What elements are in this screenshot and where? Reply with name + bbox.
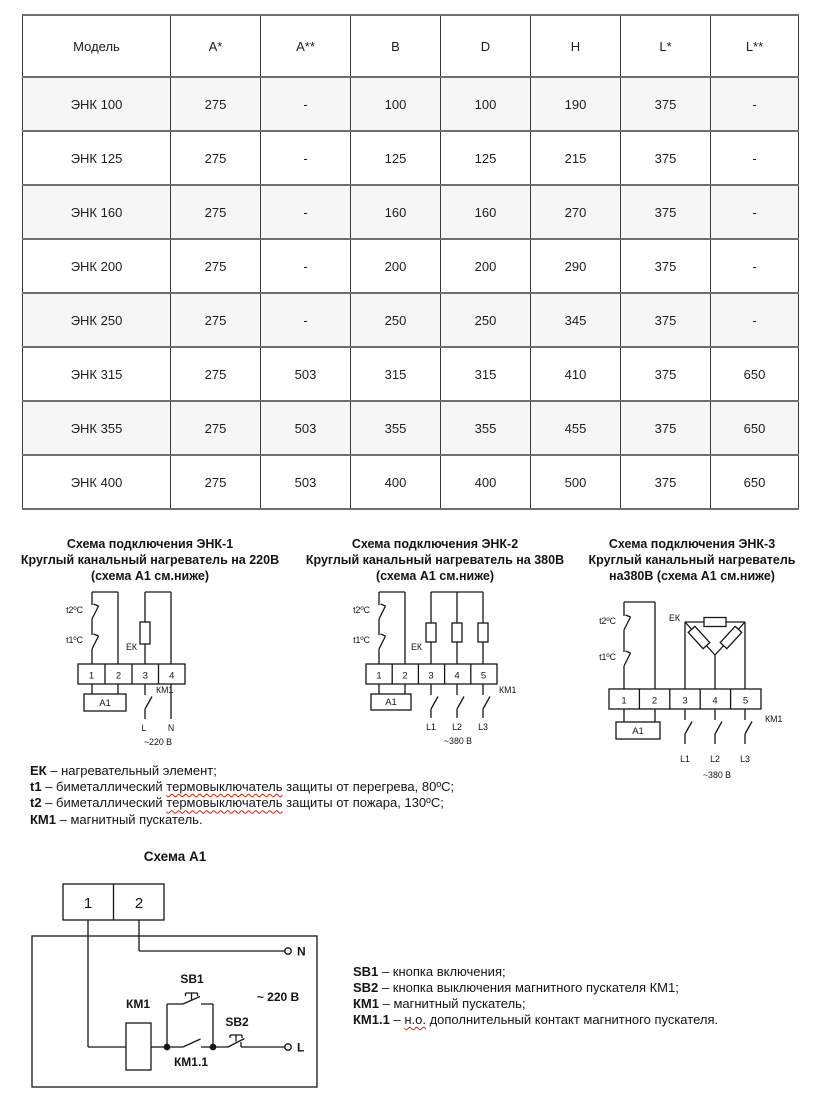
col-header-a2: A** [261, 15, 351, 77]
line-n-label: N [167, 723, 175, 733]
svg-text:1: 1 [83, 895, 93, 912]
col-header-h: H [531, 15, 621, 77]
legend-line: t1 – биметаллический термовыключатель защиты от перегрева, 80ºС; [30, 779, 455, 795]
svg-text:5: 5 [742, 695, 749, 707]
legend-line: SB1 – кнопка включения; [353, 964, 506, 979]
dimensions-table [22, 14, 799, 510]
a1-label: А1 [99, 698, 111, 709]
table-row: ЭНК 125 275 - 125 125 215 375 - [23, 131, 799, 185]
wiring-diagram-enk2 [330, 588, 560, 760]
table-row: ЭНК 100 275 - 100 100 190 375 - [23, 77, 799, 131]
t2-label: t2ºС [353, 605, 370, 615]
l-terminal-point [285, 1044, 291, 1050]
table-row: ЭНК 315 275 503 315 315 410 375 650 [23, 347, 799, 401]
svg-text:3: 3 [428, 670, 434, 682]
line-l1-label: L1 [426, 722, 436, 732]
table-header-row [23, 15, 799, 77]
svg-text:4: 4 [712, 695, 718, 707]
km1-coil-box [126, 1023, 151, 1070]
legend-line: КМ1 – магнитный пускатель. [30, 811, 203, 827]
line-l2-label: L2 [452, 722, 462, 732]
svg-text:2: 2 [402, 670, 408, 682]
ek-label: ЕК [126, 642, 137, 652]
sb1-label: SB1 [180, 972, 204, 986]
heater-element-symbol [688, 626, 709, 648]
col-header-b: B [351, 15, 441, 77]
line-l-label: L [141, 723, 147, 733]
svg-text:2: 2 [134, 895, 144, 912]
svg-text:1: 1 [376, 670, 382, 682]
legend-line: SB2 – кнопка выключения магнитного пускателя КМ1; [353, 980, 679, 995]
heater-element-symbol [720, 626, 741, 648]
voltage-label: ~220 В [143, 737, 173, 747]
col-header-l1: L* [621, 15, 711, 77]
t1-label: t1ºС [353, 635, 370, 645]
voltage-label: ~380 В [702, 770, 732, 780]
voltage-label: ~ 220 В [256, 990, 300, 1004]
heater-element-symbol [704, 618, 726, 627]
sb2-label: SB2 [225, 1015, 249, 1029]
svg-text:3: 3 [682, 695, 688, 707]
heater-element-symbol [478, 623, 488, 642]
wiring-diagram-enk1 [30, 588, 260, 760]
diagram1-title: Схема подключения ЭНК-1 Круглый канальный нагреватель на 220В (схема А1 см.ниже) [20, 537, 280, 583]
line-l3-label: L3 [478, 722, 488, 732]
scheme-a1-diagram [25, 868, 335, 1098]
table-row: ЭНК 250 275 - 250 250 345 375 - [23, 293, 799, 347]
legend-line: КМ1.1 – н.о. дополнительный контакт магнитного пускателя. [353, 1012, 719, 1027]
diagram3-title: Схема подключения ЭНК-3 Круглый канальный нагреватель на380В (схема А1 см.ниже) [588, 537, 796, 583]
svg-text:5: 5 [480, 670, 487, 682]
km1-label: КМ1 [499, 685, 517, 695]
ek-label: ЕК [411, 642, 422, 652]
a1-label: А1 [385, 697, 397, 708]
line-l2-label: L2 [710, 754, 720, 764]
a1-label: А1 [632, 726, 644, 737]
km11-label: КМ1.1 [173, 1055, 209, 1069]
col-header-d: D [441, 15, 531, 77]
line-l1-label: L1 [680, 754, 690, 764]
n-label: N [297, 944, 306, 959]
km1-label: КМ1 [156, 685, 174, 695]
svg-text:1: 1 [621, 695, 627, 707]
line-l3-label: L3 [740, 754, 750, 764]
table-row: ЭНК 355 275 503 355 355 455 375 650 [23, 401, 799, 455]
svg-text:4: 4 [169, 670, 175, 682]
n-terminal-point [285, 948, 291, 954]
heater-element-symbol [426, 623, 436, 642]
components-legend [30, 763, 454, 828]
svg-text:4: 4 [454, 670, 460, 682]
table-row: ЭНК 200 275 - 200 200 290 375 - [23, 239, 799, 293]
legend-line: t2 – биметаллический термовыключатель защиты от пожара, 130ºС; [30, 795, 444, 811]
scheme-a1-title: Схема А1 [143, 849, 207, 864]
svg-text:1: 1 [88, 670, 95, 682]
t2-label: t2ºС [66, 605, 83, 615]
legend-line: ЕК – нагревательный элемент; [30, 763, 217, 778]
heater-element-symbol [452, 623, 462, 642]
l-label: L [297, 1040, 305, 1055]
svg-text:3: 3 [142, 670, 148, 682]
t1-label: t1ºС [599, 652, 616, 662]
table-row: ЭНК 160 275 - 160 160 270 375 - [23, 185, 799, 239]
table-row: ЭНК 400 275 503 400 400 500 375 650 [23, 455, 799, 509]
t2-label: t2ºС [599, 616, 616, 626]
km1-label: КМ1 [765, 714, 783, 724]
heater-element-symbol [140, 622, 150, 644]
col-header-a1: A* [171, 15, 261, 77]
control-legend [353, 964, 718, 1028]
legend-line: КМ1 – магнитный пускатель; [353, 996, 526, 1011]
svg-text:2: 2 [651, 695, 658, 707]
diagram2-title: Схема подключения ЭНК-2 Круглый канальный нагреватель на 380В (схема А1 см.ниже) [305, 537, 565, 583]
wiring-diagram-enk3 [580, 588, 820, 790]
ek-label: ЕК [669, 613, 680, 623]
voltage-label: ~380 В [443, 736, 473, 746]
col-header-model: Модель [23, 15, 171, 77]
t1-label: t1ºС [66, 635, 83, 645]
km1-label: КМ1 [126, 997, 150, 1011]
col-header-l2: L** [711, 15, 799, 77]
svg-text:2: 2 [115, 670, 122, 682]
